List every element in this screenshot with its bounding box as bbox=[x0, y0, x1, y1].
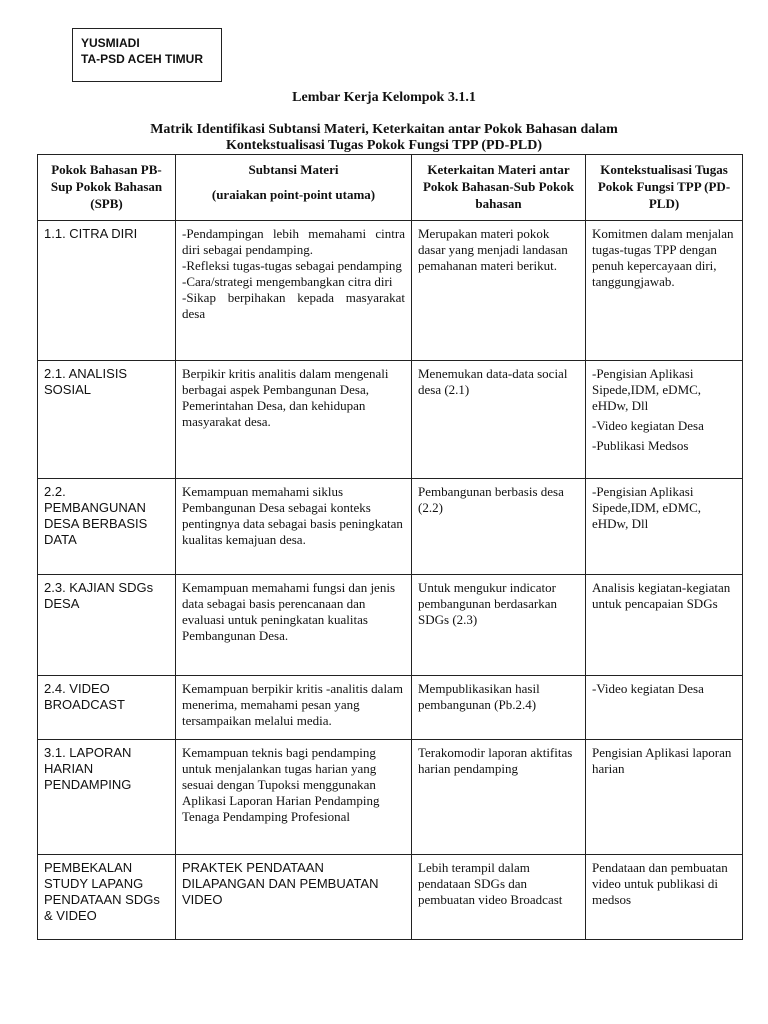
cell-pokok-bahasan: 3.1. LAPORAN HARIAN PENDAMPING bbox=[38, 740, 176, 855]
cell-pokok-bahasan: PEMBEKALAN STUDY LAPANG PENDATAAN SDGs & VIDEO bbox=[38, 855, 176, 940]
cell-keterkaitan: Pembangunan berbasis desa (2.2) bbox=[412, 479, 586, 575]
header-subtansi-materi: Subtansi Materi (uraiakan point-point utama) bbox=[176, 155, 412, 221]
cell-pokok-bahasan: 2.3. KAJIAN SDGs DESA bbox=[38, 575, 176, 676]
cell-pokok-bahasan: 2.4. VIDEO BROADCAST bbox=[38, 676, 176, 740]
table-row bbox=[38, 855, 743, 940]
subtansi-point: Kemampuan teknis bagi pendamping untuk menjalankan tugas harian yang sesuai dengan Tupoksi menggunakan Aplikasi Laporan Harian Pendamping Tenaga Pendamping Profesional bbox=[182, 745, 380, 824]
kontekstualisasi-point: Pendataan dan pembuatan video untuk publikasi di medsos bbox=[592, 860, 728, 907]
worksheet-title: Lembar Kerja Kelompok 3.1.1 bbox=[292, 90, 476, 105]
cell-subtansi-materi bbox=[176, 855, 412, 940]
cell-subtansi-materi bbox=[176, 676, 412, 740]
kontekstualisasi-point: -Video kegiatan Desa bbox=[592, 418, 704, 433]
subtansi-point: Kemampuan berpikir kritis -analitis dalam menerima, memahami pesan yang tersampaikan melalui media. bbox=[182, 681, 403, 728]
header-keterkaitan: Keterkaitan Materi antar Pokok Bahasan-Sub Pokok bahasan bbox=[412, 155, 586, 221]
identification-matrix-table bbox=[37, 154, 743, 940]
subtansi-point: -Refleksi tugas-tugas sebagai pendamping bbox=[182, 258, 402, 273]
cell-keterkaitan: Mempublikasikan hasil pembangunan (Pb.2.4) bbox=[412, 676, 586, 740]
header-pokok-bahasan: Pokok Bahasan PB-Sup Pokok Bahasan (SPB) bbox=[38, 155, 176, 221]
kontekstualisasi-point: -Pengisian Aplikasi Sipede,IDM, eDMC, eHDw, Dll bbox=[592, 366, 702, 413]
cell-subtansi-materi bbox=[176, 479, 412, 575]
subtansi-point: -Sikap berpihakan kepada masyarakat desa bbox=[182, 290, 405, 321]
cell-kontekstualisasi bbox=[586, 676, 743, 740]
author-box bbox=[72, 28, 222, 82]
subtansi-point: PRAKTEK PENDATAAN DILAPANGAN DAN PEMBUATAN VIDEO bbox=[182, 860, 379, 907]
cell-keterkaitan: Menemukan data-data social desa (2.1) bbox=[412, 361, 586, 479]
cell-kontekstualisasi bbox=[586, 855, 743, 940]
header-kontekstualisasi: Kontekstualisasi Tugas Pokok Fungsi TPP (PD-PLD) bbox=[586, 155, 743, 221]
cell-kontekstualisasi bbox=[586, 740, 743, 855]
cell-keterkaitan: Untuk mengukur indicator pembangunan berdasarkan SDGs (2.3) bbox=[412, 575, 586, 676]
subtansi-point: -Cara/strategi mengembangkan citra diri bbox=[182, 274, 393, 289]
kontekstualisasi-point: -Video kegiatan Desa bbox=[592, 681, 704, 696]
table-header-row bbox=[38, 155, 743, 221]
table-row bbox=[38, 221, 743, 361]
worksheet-subtitle-line2: Kontekstualisasi Tugas Pokok Fungsi TPP (PD-PLD) bbox=[226, 138, 542, 153]
cell-pokok-bahasan: 2.2. PEMBANGUNAN DESA BERBASIS DATA bbox=[38, 479, 176, 575]
table-row bbox=[38, 740, 743, 855]
cell-subtansi-materi bbox=[176, 740, 412, 855]
table-row bbox=[38, 676, 743, 740]
cell-subtansi-materi bbox=[176, 221, 412, 361]
author-name: YUSMIADI bbox=[81, 36, 140, 50]
kontekstualisasi-point: Komitmen dalam menjalan tugas-tugas TPP dengan penuh kepercayaan diri, tanggungjawab. bbox=[592, 226, 734, 289]
cell-kontekstualisasi bbox=[586, 361, 743, 479]
cell-kontekstualisasi bbox=[586, 479, 743, 575]
kontekstualisasi-point: -Pengisian Aplikasi Sipede,IDM, eDMC, eHDw, Dll bbox=[592, 484, 702, 531]
table-row bbox=[38, 361, 743, 479]
subtansi-point: Berpikir kritis analitis dalam mengenali berbagai aspek Pembangunan Desa, Pemerintahan Desa, dan kehidupan masyarakat desa. bbox=[182, 366, 389, 429]
cell-subtansi-materi bbox=[176, 361, 412, 479]
table-row bbox=[38, 575, 743, 676]
cell-keterkaitan: Merupakan materi pokok dasar yang menjadi landasan pemahanan materi berikut. bbox=[412, 221, 586, 361]
subtansi-point: -Pendampingan lebih memahami cintra diri sebagai pendamping. bbox=[182, 226, 405, 257]
cell-pokok-bahasan: 2.1. ANALISIS SOSIAL bbox=[38, 361, 176, 479]
cell-keterkaitan: Terakomodir laporan aktifitas harian pendamping bbox=[412, 740, 586, 855]
author-affiliation: TA-PSD ACEH TIMUR bbox=[81, 52, 203, 66]
cell-kontekstualisasi bbox=[586, 575, 743, 676]
table-row bbox=[38, 479, 743, 575]
kontekstualisasi-point: Pengisian Aplikasi laporan harian bbox=[592, 745, 732, 776]
cell-pokok-bahasan: 1.1. CITRA DIRI bbox=[38, 221, 176, 361]
cell-kontekstualisasi bbox=[586, 221, 743, 361]
cell-subtansi-materi bbox=[176, 575, 412, 676]
header-subtansi-note: (uraiakan point-point utama) bbox=[211, 187, 376, 202]
subtansi-point: Kemampuan memahami fungsi dan jenis data sebagai basis perencanaan dan evaluasi untuk peningkatan kualitas Pembangunan Desa. bbox=[182, 580, 396, 643]
subtansi-point: Kemampuan memahami siklus Pembangunan Desa sebagai konteks pentingnya data sebagai basis peningkatan kualitas kemajuan desa. bbox=[182, 484, 403, 547]
worksheet-subtitle-line1: Matrik Identifikasi Subtansi Materi, Keterkaitan antar Pokok Bahasan dalam bbox=[150, 122, 618, 137]
kontekstualisasi-point: -Publikasi Medsos bbox=[592, 438, 689, 453]
cell-keterkaitan: Lebih terampil dalam pendataan SDGs dan pembuatan video Broadcast bbox=[412, 855, 586, 940]
kontekstualisasi-point: Analisis kegiatan-kegiatan untuk pencapaian SDGs bbox=[592, 580, 731, 611]
